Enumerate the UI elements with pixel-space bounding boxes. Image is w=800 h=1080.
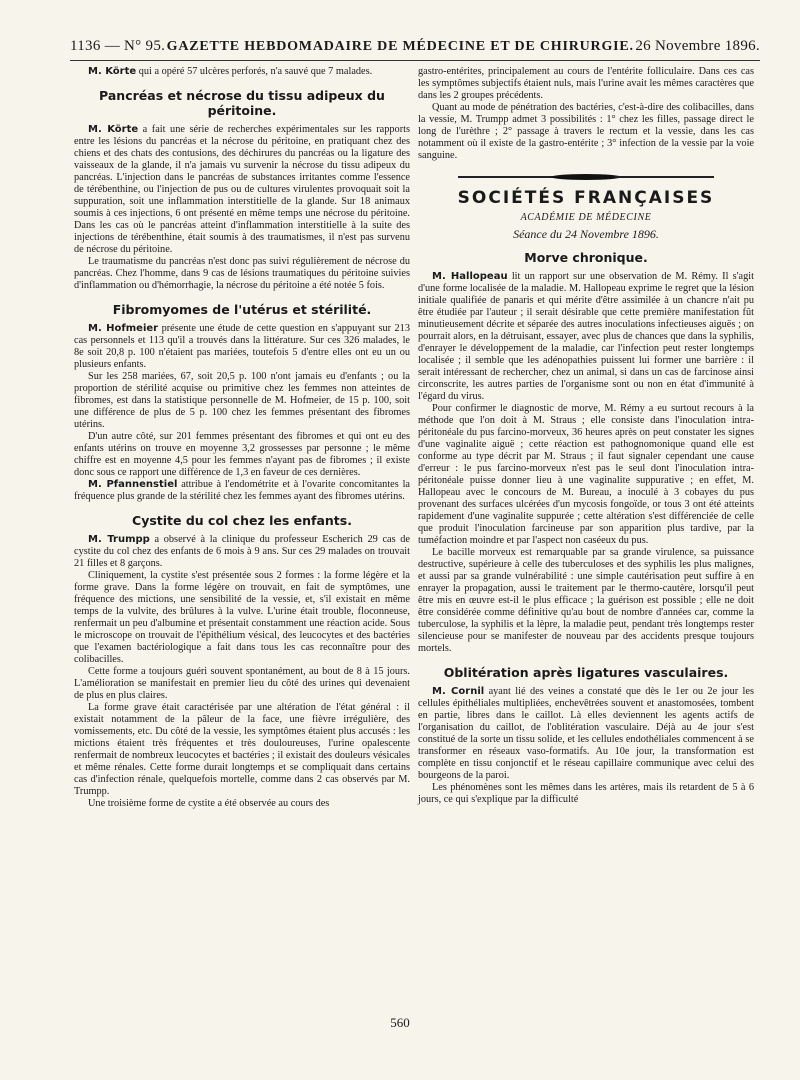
paragraph: M. Hofmeier présente une étude de cette question en s'appuyant sur 213 cas personnels et 113 qu'il a trouvés dans la littérature. Sur ces 326 malades, le 8e soit 20,8 p. 100 n'étaient pas mariées, toutefois 5 d'entre elles ont eu un ou plusieurs enfants.: [74, 323, 410, 370]
author-name: M. Hallopeau: [432, 271, 508, 282]
paragraph: M. Körte a fait une série de recherches expérimentales sur les rapports entre les lésions du pancréas et la nécrose du péritoine, en pratiquant chez des chiens et des chats des contusions, des déchirures du pancréas ou la ligature des vaisseaux de la glande, il n'a jamais vu survenir la nécrose du tissu adipeux du pancréas. L'injection dans le pancréas de substances irritantes comme l'essence de térébenthine, ou l'injection de pus ou de cultures virulentes provoquait soit la suppuration, soit une inflammation interstitielle de la glande. Sur 18 animaux soumis à ces injections, 6 ont présenté en même temps une nécrose du péritoine. Dans les cas où le pancréas atteint d'inflammation interstitielle à la suite des injections de térébenthine, était soumis à des traumatismes, il n'est pas survenu de nécrose du péritoine.: [74, 124, 410, 255]
paragraph: gastro-entérites, principalement au cours de l'entérite folliculaire. Dans ces cas les symptômes subjectifs étaient nuls, mais l'urine avait les mêmes caractères que dans les 2 groupes précédents.: [418, 66, 754, 101]
author-name: M. Trumpp: [88, 534, 150, 545]
paragraph: Pour confirmer le diagnostic de morve, M. Rémy a eu surtout recours à la méthode que l'on doit à M. Straus ; elle consiste dans l'inoculation intra-péritonéale du pus farcino-morveux, 36 heures après on peut constater les signes d'une vaginalite aiguë ; cette réaction est pathognomonique quand elle est conforme au type décrit par M. Straus ; il faut signaler cependant une cause d'erreur : le pus farcino-morveux n'est pas le seul dont l'inoculation intra-péritonéale puisse donner lieu à une vaginalite suppurative ; en effet, M. Hallopeau avec le concours de M. Bureau, a inoculé à 3 cobayes du pus provenant des surfaces ulcérées d'un mycosis fongoïde, or tous 3 ont été atteints rapidement d'une vaginalite suppurée ; cette altération s'est différenciée de celle que produit l'inoculation farcineuse par son apparition plus tardive, par la tuméfaction moindre et par l'aspect non caséeux du pus.: [418, 403, 754, 546]
paragraph: Les phénomènes sont les mêmes dans les artères, mais ils retardent de 5 à 6 jours, ce qui s'explique par la difficulté: [418, 782, 754, 805]
running-header: [70, 38, 760, 61]
journal-title: GAZETTE HEBDOMADAIRE DE MÉDECINE ET DE CHIRURGIE.: [166, 39, 634, 54]
section-heading: Oblitération après ligatures vasculaires.: [443, 665, 729, 680]
societies-heading: SOCIÉTÉS FRANÇAISES: [457, 188, 715, 208]
paragraph: Une troisième forme de cystite a été observée au cours des: [88, 798, 330, 809]
paragraph: Le traumatisme du pancréas n'est donc pas suivi régulièrement de nécrose du pancréas. Chez l'homme, dans 9 cas de lésions traumatiques du péritoine suivies d'inflammation ou d'hémorrhagie, la nécrose du péritoine a été notée 5 fois.: [74, 256, 410, 291]
session-date: Séance du 24 Novembre 1896.: [513, 227, 659, 241]
paragraph: Quant au mode de pénétration des bactéries, c'est-à-dire des colibacilles, dans la vessie, M. Trumpp admet 3 possibilités : 1° chez les filles, passage direct le long de l'urèthre ; 2° passage à travers le rectum et la vessie, dans les cas notamment où il existe de la gastro-entérite ; 3° infection de la vessie par la voie sanguine.: [418, 102, 754, 161]
author-name: M. Cornil: [432, 686, 485, 697]
section-heading: Pancréas et nécrose du tissu adipeux du péritoine.: [99, 88, 385, 118]
paragraph: Cliniquement, la cystite s'est présentée sous 2 formes : la forme légère et la forme grave. Dans la forme légère on trouvait, en fait de symptômes, une fréquence des mictions, une sensibilité de la vessie, et, s'il existait en même temps de la vulvite, des brûlures à la vulve. L'urine était trouble, floconneuse, renfermait un peu d'albumine et présentait constamment une réaction acide. Sous le microscope on trouvait de l'épithélium vésical, des leucocytes et des bactéries que l'examen bactériologique a fait dans tous les cas reconnaître pour des colibacilles.: [74, 570, 410, 665]
paragraph: M. Cornil ayant lié des veines a constaté que dès le 1er ou 2e jour les cellules épithéliales multipliées, enchevêtrées souvent et anastomosées, tombent en partie, libres dans le caillot. Là elles deviennent les agents actifs de l'organisation du caillot, de l'oblitération vasculaire. Déjà au 4e jour s'est constitué de la sorte un tissu solide, et les cellules endothéliales commencent à se transformer en réseaux vaso-formatifs. Au 10e jour, la transformation est complète en tissu conjonctif et le réseau capillaire communique avec celui des bourgeons de la paroi.: [418, 686, 754, 781]
paragraph: M. Trumpp a observé à la clinique du professeur Escherich 29 cas de cystite du col chez des enfants de 6 mois à 9 ans. Sur ces 29 malades on trouvait 21 filles et 8 garçons.: [74, 534, 410, 569]
left-column: [74, 66, 410, 810]
paragraph: M. Hallopeau lit un rapport sur une observation de M. Rémy. Il s'agit d'une forme localisée de la maladie. M. Hallopeau exprime le regret que la lésion initiale qualifiée de panaris et qui mérite d'être assimilée à un chancre n'ait pu être étudiée par l'auteur ; il serait désirable que cette première manifestation fût minutieusement décrite et séparée des autres inoculations infectieuses aiguës ; on pourrait alors, en la détruisant, essayer, avec plus de chances que dans la syphilis, d'enrayer le développement de la maladie, car l'infection peut rester longtemps localisée ; il semble que les adénopathies puissent lui former une barrière : il serait intéressant de rechercher, chez un animal, si dans un cas de farcinose ainsi circonscrite, les autres parties de l'organisme sont ou non en état d'immunité à l'égard du virus.: [418, 271, 754, 402]
ornamental-rule: [458, 170, 714, 184]
paragraph: Sur les 258 mariées, 67, soit 20,5 p. 100 n'ont jamais eu d'enfants ; ou la proportion de stérilité acquise ou primitive chez les femmes non atteintes de fibromes, est dans la statistique personnelle de M. Hofmeier, de 15 p. 100, soit une différence de plus de 5 p. 100 chez les femmes présentant des fibromes utérins.: [74, 371, 410, 430]
header-date: 26 Novembre 1896.: [635, 38, 760, 54]
section-heading: Cystite du col chez les enfants.: [132, 513, 352, 528]
header-page-number: 1136 — N° 95.: [70, 38, 166, 54]
paragraph: D'un autre côté, sur 201 femmes présentant des fibromes et qui ont eu des enfants utérins on trouve en moyenne 3,2 grossesses par personne ; le même chiffre est en moyenne 4,5 pour les femmes n'ayant pas de fibromes ; il existe donc sous ce rapport une différence de 1,3 en faveur de ces dernières.: [74, 431, 410, 478]
author-name: M. Hofmeier: [88, 323, 159, 334]
paragraph: Le bacille morveux est remarquable par sa grande virulence, sa puissance destructive, supérieure à celle des tuberculoses et des syphilis les plus malignes, et aussi par sa grande vulnérabilité : une simple cautérisation peut suffire à en enrayer la propagation, aussi le traitement par le thermo-cautère, lorsqu'il peut être mis en œuvre est-il le plus efficace ; la guérison est possible ; elle ne doit être considérée comme définitive qu'au bout de nombre d'années car, comme la tuberculose, la syphilis et la lèpre, la maladie peut, pendant très longtemps rester silencieuse pour se manifester de nouveau par des accidents presque toujours mortels.: [418, 547, 754, 654]
paragraph: M. Pfannenstiel attribue à l'endométrite et à l'ovarite concomitantes la fréquence plus grande de la stérilité chez les femmes ayant des fibromes utérins.: [74, 479, 410, 502]
right-column: [418, 66, 754, 806]
author-name: M. Körte: [88, 124, 139, 135]
paragraph: M. Körte qui a opéré 57 ulcères perforés, n'a sauvé que 7 malades.: [88, 66, 373, 77]
author-name: M. Pfannenstiel: [88, 479, 178, 490]
author-name: M. Körte: [88, 66, 137, 77]
section-heading: Fibromyomes de l'utérus et stérilité.: [112, 302, 372, 317]
paragraph: La forme grave était caractérisée par une altération de l'état général : il existait notamment de la pâleur de la face, une fièvre irrégulière, des vomissements, etc. Du côté de la vessie, les symptômes étaient plus accusés : les mictions étaient très fréquentes et très douloureuses, l'urine opalescente renfermait de nombreux leucocytes et bactéries ; il existait des douleurs vésicales et même rénales. Cette forme durait longtemps et se compliquait dans certains cas d'infection rénale, quelquefois mortelle, comme dans 2 cas observés par M. Trumpp.: [74, 702, 410, 797]
academy-heading: ACADÉMIE DE MÉDECINE: [520, 212, 652, 223]
paragraph: Cette forme a toujours guéri souvent spontanément, au bout de 8 à 15 jours. L'amélioration se manifestait en premier lieu du côté des urines qui devenaient de plus en plus claires.: [74, 666, 410, 701]
section-heading: Morve chronique.: [524, 250, 648, 265]
page-number: 560: [390, 1015, 410, 1030]
